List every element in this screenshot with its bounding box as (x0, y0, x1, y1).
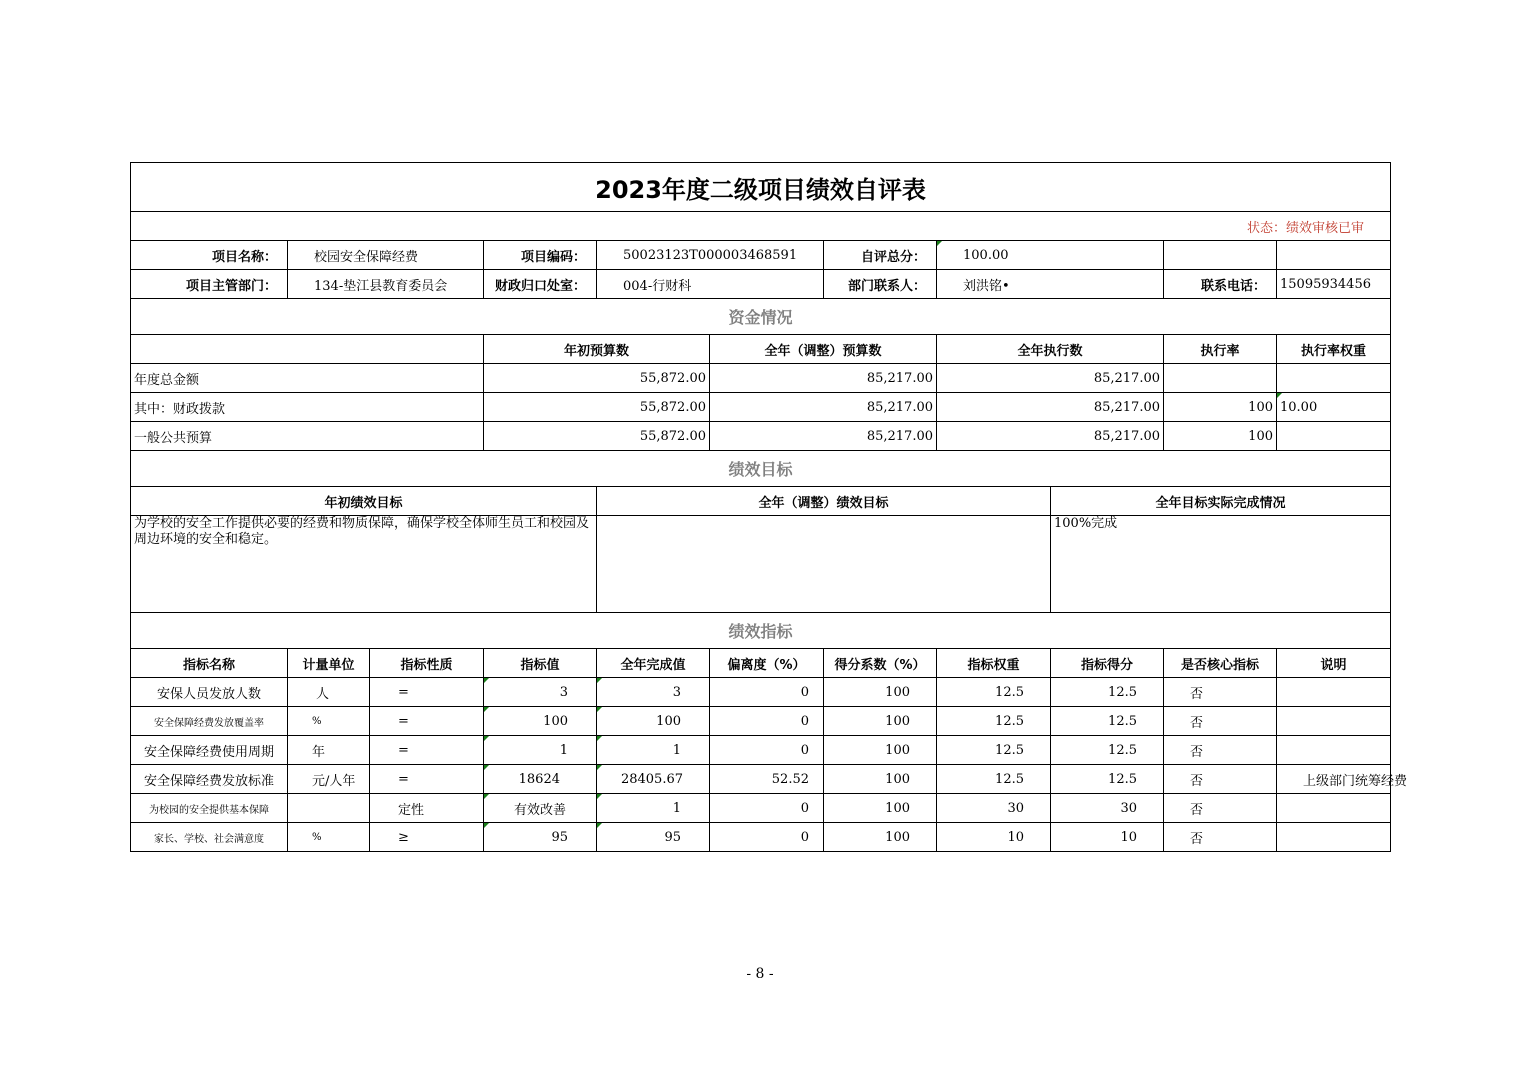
finance-label: 财政归口处室： (484, 270, 597, 299)
indicator-name: 家长、学校、社会满意度 (131, 823, 288, 852)
indicator-weight: 12.5 (937, 707, 1051, 736)
indicator-header: 得分系数（%） (824, 649, 937, 678)
indicator-header: 指标得分 (1051, 649, 1164, 678)
indicator-nature: 定性 (370, 794, 484, 823)
info-row-2 (131, 270, 1391, 299)
funds-rate: 100 (1164, 422, 1277, 451)
finance-value: 004-行财科 (597, 270, 824, 299)
funds-initial: 55,872.00 (484, 364, 710, 393)
funds-executed: 85,217.00 (937, 422, 1164, 451)
funds-header: 全年执行数 (937, 335, 1164, 364)
indicator-coefficient: 100 (824, 678, 937, 707)
funds-executed: 85,217.00 (937, 364, 1164, 393)
indicator-core: 否 (1164, 707, 1277, 736)
dept-label: 项目主管部门： (131, 270, 288, 299)
project-code-label: 项目编码： (484, 241, 597, 270)
indicator-name: 为校园的安全提供基本保障 (131, 794, 288, 823)
indicator-core: 否 (1164, 736, 1277, 765)
funds-rate (1164, 364, 1277, 393)
evaluation-sheet (130, 162, 1408, 852)
indicator-header: 计量单位 (288, 649, 370, 678)
dept-value: 134-垫江县教育委员会 (288, 270, 484, 299)
indicator-deviation: 0 (710, 678, 824, 707)
indicator-unit: 元/人年 (288, 765, 370, 794)
indicator-unit: % (288, 707, 370, 736)
indicator-done: 28405.67 (597, 765, 710, 794)
indicator-deviation: 0 (710, 823, 824, 852)
funds-row-name: 一般公共预算 (131, 422, 484, 451)
indicator-name: 安全保障经费使用周期 (131, 736, 288, 765)
indicator-header: 指标性质 (370, 649, 484, 678)
indicator-weight: 12.5 (937, 678, 1051, 707)
table-row (131, 823, 1391, 852)
indicator-done: 95 (597, 823, 710, 852)
indicator-unit: 人 (288, 678, 370, 707)
phone-label: 联系电话： (1164, 270, 1277, 299)
indicator-value: 18624 (484, 765, 597, 794)
funds-adjusted: 85,217.00 (710, 393, 937, 422)
table-row (131, 736, 1391, 765)
phone-value: 15095934456 (1277, 270, 1391, 299)
indicator-score: 12.5 (1051, 678, 1164, 707)
indicator-weight: 10 (937, 823, 1051, 852)
funds-row-name: 年度总金额 (131, 364, 484, 393)
indicator-header: 是否核心指标 (1164, 649, 1277, 678)
page-number: - 8 - (746, 966, 774, 982)
indicators-section-title: 绩效指标 (131, 613, 1391, 649)
indicator-value: 95 (484, 823, 597, 852)
adjusted-goal-text (597, 516, 1051, 613)
indicator-unit: % (288, 823, 370, 852)
indicator-header: 指标名称 (131, 649, 288, 678)
actual-goal-text: 100%完成 (1051, 516, 1391, 613)
table-row (131, 707, 1391, 736)
indicator-done: 1 (597, 794, 710, 823)
funds-header: 年初预算数 (484, 335, 710, 364)
indicator-score: 30 (1051, 794, 1164, 823)
indicator-done: 3 (597, 678, 710, 707)
project-name-label: 项目名称： (131, 241, 288, 270)
project-code-value: 50023123T000003468591 (597, 241, 824, 270)
status-badge: 状态：绩效审核已审 (131, 212, 1391, 241)
indicator-coefficient: 100 (824, 707, 937, 736)
indicator-name: 安全保障经费发放覆盖率 (131, 707, 288, 736)
funds-weight (1277, 422, 1391, 451)
indicator-score: 12.5 (1051, 765, 1164, 794)
indicator-weight: 12.5 (937, 736, 1051, 765)
indicator-note (1277, 823, 1391, 852)
indicator-name: 安保人员发放人数 (131, 678, 288, 707)
funds-header: 执行率 (1164, 335, 1277, 364)
indicator-note (1277, 736, 1391, 765)
indicator-nature: = (370, 765, 484, 794)
page-title: 2023年度二级项目绩效自评表 (131, 163, 1391, 212)
indicator-score: 12.5 (1051, 707, 1164, 736)
funds-row (131, 393, 1391, 422)
indicator-unit (288, 794, 370, 823)
funds-adjusted: 85,217.00 (710, 364, 937, 393)
indicator-weight: 30 (937, 794, 1051, 823)
indicator-score: 12.5 (1051, 736, 1164, 765)
indicator-core: 否 (1164, 823, 1277, 852)
funds-header-row (131, 335, 1391, 364)
funds-rate: 100 (1164, 393, 1277, 422)
goals-header: 年初绩效目标 (131, 487, 597, 516)
table-row (131, 765, 1391, 794)
funds-section-title: 资金情况 (131, 299, 1391, 335)
indicator-value: 100 (484, 707, 597, 736)
indicator-nature: = (370, 707, 484, 736)
indicator-header: 指标权重 (937, 649, 1051, 678)
funds-adjusted: 85,217.00 (710, 422, 937, 451)
funds-initial: 55,872.00 (484, 393, 710, 422)
empty-cell (1164, 241, 1277, 270)
indicator-note (1277, 794, 1391, 823)
indicator-core: 否 (1164, 794, 1277, 823)
goals-header-row (131, 487, 1391, 516)
indicator-coefficient: 100 (824, 765, 937, 794)
empty-cell (131, 335, 484, 364)
table-row (131, 678, 1391, 707)
funds-executed: 85,217.00 (937, 393, 1164, 422)
indicator-unit: 年 (288, 736, 370, 765)
goals-section-title: 绩效目标 (131, 451, 1391, 487)
indicator-note: 上级部门统筹经费 (1277, 765, 1391, 794)
indicator-core: 否 (1164, 678, 1277, 707)
contact-label: 部门联系人： (824, 270, 937, 299)
indicator-header: 全年完成值 (597, 649, 710, 678)
indicator-note (1277, 678, 1391, 707)
indicator-header: 指标值 (484, 649, 597, 678)
self-score-value: 100.00 (937, 241, 1164, 270)
indicator-header: 偏离度（%） (710, 649, 824, 678)
funds-weight: 10.00 (1277, 393, 1391, 422)
funds-row (131, 364, 1391, 393)
funds-header: 执行率权重 (1277, 335, 1391, 364)
indicator-coefficient: 100 (824, 823, 937, 852)
indicator-deviation: 0 (710, 707, 824, 736)
funds-header: 全年（调整）预算数 (710, 335, 937, 364)
funds-row-name: 其中：财政拨款 (131, 393, 484, 422)
goals-header: 全年目标实际完成情况 (1051, 487, 1391, 516)
funds-initial: 55,872.00 (484, 422, 710, 451)
indicator-weight: 12.5 (937, 765, 1051, 794)
indicator-core: 否 (1164, 765, 1277, 794)
indicator-nature: = (370, 678, 484, 707)
table-row (131, 794, 1391, 823)
info-row-1 (131, 241, 1391, 270)
funds-row (131, 422, 1391, 451)
indicator-value: 有效改善 (484, 794, 597, 823)
empty-cell (1277, 241, 1391, 270)
indicator-header: 说明 (1277, 649, 1391, 678)
indicator-nature: = (370, 736, 484, 765)
indicator-nature: ≥ (370, 823, 484, 852)
contact-value: 刘洪铭• (937, 270, 1164, 299)
indicator-coefficient: 100 (824, 794, 937, 823)
indicator-value: 1 (484, 736, 597, 765)
funds-weight (1277, 364, 1391, 393)
indicator-done: 1 (597, 736, 710, 765)
indicator-done: 100 (597, 707, 710, 736)
project-name-value: 校园安全保障经费 (288, 241, 484, 270)
indicator-deviation: 0 (710, 736, 824, 765)
initial-goal-text: 为学校的安全工作提供必要的经费和物质保障，确保学校全体师生员工和校园及周边环境的安全和稳定。 (131, 516, 597, 613)
indicator-deviation: 52.52 (710, 765, 824, 794)
indicator-deviation: 0 (710, 794, 824, 823)
self-score-label: 自评总分： (824, 241, 937, 270)
indicator-note (1277, 707, 1391, 736)
evaluation-table (130, 162, 1408, 852)
indicator-coefficient: 100 (824, 736, 937, 765)
goals-content-row (131, 516, 1391, 613)
indicator-value: 3 (484, 678, 597, 707)
indicator-score: 10 (1051, 823, 1164, 852)
indicators-header-row (131, 649, 1391, 678)
indicator-name: 安全保障经费发放标准 (131, 765, 288, 794)
goals-header: 全年（调整）绩效目标 (597, 487, 1051, 516)
